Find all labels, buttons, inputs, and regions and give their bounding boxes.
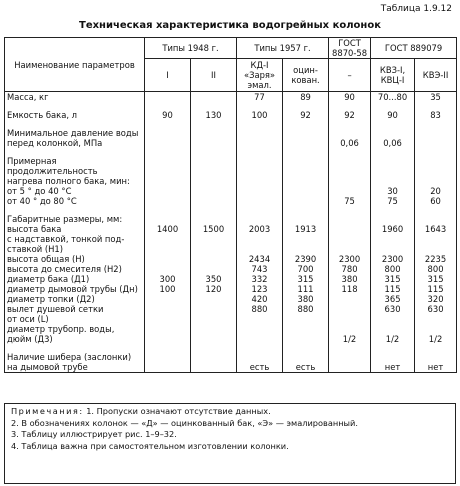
param-value: 1643: [415, 224, 457, 234]
param-value: [415, 352, 457, 362]
param-name: Примерная продолжительность: [5, 156, 145, 176]
param-value: 90: [329, 92, 371, 103]
param-value: [191, 234, 237, 244]
param-value: [283, 334, 329, 344]
param-value: [145, 362, 191, 373]
param-value: 800: [371, 264, 415, 274]
param-value: [329, 324, 371, 334]
param-value: [329, 362, 371, 373]
param-value: [145, 352, 191, 362]
param-value: [145, 324, 191, 334]
table-row: [5, 138, 457, 148]
param-value: [371, 244, 415, 254]
subheader-gost-dash: –: [329, 59, 371, 92]
param-value: [145, 294, 191, 304]
param-name: диаметр бака (Д1): [5, 274, 145, 284]
subheader-kvz-kvc: КВЗ-I, КВЦ-I: [371, 59, 415, 92]
param-value: [191, 92, 237, 103]
characteristics-table: [4, 37, 457, 373]
param-value: [283, 128, 329, 138]
note-2: 2. В обозначениях колонок — «Д» — оцинкованный бак, «Э» — эмалированный.: [11, 417, 358, 428]
table-row: [5, 214, 457, 224]
subheader-kd-zarya: КД-I «Заря» эмал.: [237, 59, 283, 92]
param-value: 380: [283, 294, 329, 304]
param-value: [371, 128, 415, 138]
param-value: [237, 314, 283, 324]
subheader-type-2: II: [191, 59, 237, 92]
param-value: [329, 244, 371, 254]
param-value: 1913: [283, 224, 329, 234]
param-name: Наличие шибера (заслонки): [5, 352, 145, 362]
notes-label: Примечания:: [11, 406, 84, 416]
table-number: Таблица 1.9.12: [380, 4, 452, 14]
param-value: [191, 138, 237, 148]
param-value: [191, 176, 237, 186]
param-value: 700: [283, 264, 329, 274]
table-row: [5, 244, 457, 254]
param-value: 315: [283, 274, 329, 284]
param-value: 89: [283, 92, 329, 103]
param-value: [283, 196, 329, 206]
param-value: 880: [283, 304, 329, 314]
param-value: [145, 196, 191, 206]
param-value: нет: [415, 362, 457, 373]
note-3: 3. Таблицу иллюстрирует рис. 1–9–32.: [11, 429, 177, 440]
param-value: [329, 352, 371, 362]
param-value: [283, 186, 329, 196]
param-value: 780: [329, 264, 371, 274]
param-value: 115: [415, 284, 457, 294]
param-value: 300: [145, 274, 191, 284]
table-row: [5, 284, 457, 294]
param-value: 75: [329, 196, 371, 206]
param-value: 1/2: [329, 334, 371, 344]
param-value: [145, 128, 191, 138]
param-value: 118: [329, 284, 371, 294]
param-value: 35: [415, 92, 457, 103]
table-row: [5, 92, 457, 103]
param-value: [237, 234, 283, 244]
param-value: [191, 314, 237, 324]
header-types-1957: Типы 1957 г.: [237, 38, 329, 59]
param-value: [237, 244, 283, 254]
table-row: [5, 128, 457, 138]
param-value: [191, 352, 237, 362]
param-value: [415, 314, 457, 324]
param-value: [237, 214, 283, 224]
param-value: [329, 304, 371, 314]
header-gost-8870: ГОСТ 8870-58: [329, 38, 371, 59]
param-value: 1960: [371, 224, 415, 234]
param-value: 75: [371, 196, 415, 206]
param-value: [371, 314, 415, 324]
notes-box: [4, 403, 456, 484]
param-value: [191, 254, 237, 264]
param-value: [283, 138, 329, 148]
param-value: 1500: [191, 224, 237, 234]
note-1: 1. Пропуски означают отсутствие данных.: [86, 406, 271, 416]
param-value: [329, 128, 371, 138]
table-row: [5, 264, 457, 274]
param-value: 2434: [237, 254, 283, 264]
table-row: [5, 324, 457, 334]
notes-line-1: [11, 406, 449, 418]
param-name: с надставкой, тонкой под-: [5, 234, 145, 244]
param-value: [415, 138, 457, 148]
table-row: [5, 352, 457, 362]
param-name: высота до смесителя (Н2): [5, 264, 145, 274]
param-value: [371, 214, 415, 224]
param-value: [191, 264, 237, 274]
table-row: [5, 314, 457, 324]
param-value: 123: [237, 284, 283, 294]
param-name: от оси (L): [5, 314, 145, 324]
param-value: 130: [191, 110, 237, 120]
param-value: 332: [237, 274, 283, 284]
param-value: [329, 224, 371, 234]
param-value: 630: [415, 304, 457, 314]
param-value: [237, 176, 283, 186]
table-row: [5, 186, 457, 196]
param-value: [415, 214, 457, 224]
param-name: диаметр трубопр. воды,: [5, 324, 145, 334]
param-value: 2235: [415, 254, 457, 264]
param-value: [415, 128, 457, 138]
param-value: [237, 138, 283, 148]
param-value: [283, 214, 329, 224]
param-value: 0,06: [371, 138, 415, 148]
param-value: [329, 294, 371, 304]
param-value: 800: [415, 264, 457, 274]
param-value: [145, 234, 191, 244]
param-name: вылет душевой сетки: [5, 304, 145, 314]
param-value: 92: [329, 110, 371, 120]
table-row: [5, 224, 457, 234]
param-value: [329, 156, 371, 176]
param-name: Минимальное давление воды: [5, 128, 145, 138]
param-value: 1400: [145, 224, 191, 234]
param-value: [145, 156, 191, 176]
param-value: [415, 244, 457, 254]
param-value: [191, 128, 237, 138]
param-value: 350: [191, 274, 237, 284]
param-value: есть: [283, 362, 329, 373]
table-row: [5, 176, 457, 186]
table-row: [5, 274, 457, 284]
param-value: [329, 234, 371, 244]
subheader-galvanized: оцин-кован.: [283, 59, 329, 92]
param-value: 630: [371, 304, 415, 314]
param-value: 743: [237, 264, 283, 274]
param-name: от 5 ° до 40 °C: [5, 186, 145, 196]
param-value: 1/2: [415, 334, 457, 344]
header-gost-889079: ГОСТ 889079: [371, 38, 457, 59]
param-value: [145, 214, 191, 224]
param-value: 2300: [329, 254, 371, 264]
param-value: 70...80: [371, 92, 415, 103]
param-value: [145, 92, 191, 103]
param-value: [283, 352, 329, 362]
param-value: [329, 186, 371, 196]
param-value: 2300: [371, 254, 415, 264]
param-value: [283, 176, 329, 186]
param-name: нагрева полного бака, мин:: [5, 176, 145, 186]
param-value: [415, 156, 457, 176]
table-row: [5, 234, 457, 244]
param-value: [237, 128, 283, 138]
header-param: Наименование параметров: [5, 38, 145, 92]
param-value: [371, 234, 415, 244]
param-value: 1/2: [371, 334, 415, 344]
table-row: [5, 304, 457, 314]
param-value: 30: [371, 186, 415, 196]
param-name: перед колонкой, МПа: [5, 138, 145, 148]
param-value: [191, 294, 237, 304]
param-value: [145, 244, 191, 254]
table-row: [5, 110, 457, 120]
param-name: диаметр топки (Д2): [5, 294, 145, 304]
header-types-1948: Типы 1948 г.: [145, 38, 237, 59]
param-value: 111: [283, 284, 329, 294]
param-value: 2003: [237, 224, 283, 234]
param-value: 20: [415, 186, 457, 196]
param-value: [145, 304, 191, 314]
param-value: 2390: [283, 254, 329, 264]
table-row: [5, 334, 457, 344]
param-value: 83: [415, 110, 457, 120]
param-value: 115: [371, 284, 415, 294]
param-value: [283, 156, 329, 176]
param-value: [145, 186, 191, 196]
param-value: [329, 214, 371, 224]
param-value: [415, 234, 457, 244]
param-name: Емкость бака, л: [5, 110, 145, 120]
param-name: ставкой (Н1): [5, 244, 145, 254]
param-value: 880: [237, 304, 283, 314]
param-value: [283, 244, 329, 254]
param-value: [371, 352, 415, 362]
param-value: [283, 314, 329, 324]
param-value: [191, 334, 237, 344]
table-row: [5, 196, 457, 206]
param-value: 420: [237, 294, 283, 304]
param-value: [191, 186, 237, 196]
param-name: Масса, кг: [5, 92, 145, 103]
subheader-kve: КВЭ-II: [415, 59, 457, 92]
param-value: 60: [415, 196, 457, 206]
param-value: 315: [415, 274, 457, 284]
param-name: высота общая (Н): [5, 254, 145, 264]
param-value: [237, 186, 283, 196]
param-value: 100: [237, 110, 283, 120]
param-value: [371, 156, 415, 176]
param-value: [145, 264, 191, 274]
param-value: [237, 334, 283, 344]
param-name: диаметр дымовой трубы (Дн): [5, 284, 145, 294]
param-value: [145, 254, 191, 264]
param-value: 100: [145, 284, 191, 294]
param-value: [329, 176, 371, 186]
subheader-type-1: I: [145, 59, 191, 92]
param-value: [415, 324, 457, 334]
param-value: [145, 138, 191, 148]
param-value: 315: [371, 274, 415, 284]
param-name: от 40 ° до 80 °C: [5, 196, 145, 206]
param-value: 380: [329, 274, 371, 284]
param-value: [145, 334, 191, 344]
param-value: 77: [237, 92, 283, 103]
param-value: [191, 244, 237, 254]
param-value: 320: [415, 294, 457, 304]
param-value: 0,06: [329, 138, 371, 148]
param-name: на дымовой трубе: [5, 362, 145, 373]
param-value: есть: [237, 362, 283, 373]
param-value: 90: [145, 110, 191, 120]
param-value: [415, 176, 457, 186]
param-value: 365: [371, 294, 415, 304]
param-value: 90: [371, 110, 415, 120]
param-value: [145, 176, 191, 186]
table-title: Техническая характеристика водогрейных колонок: [79, 20, 381, 31]
param-value: [191, 362, 237, 373]
param-value: [237, 352, 283, 362]
param-name: дюйм (Д3): [5, 334, 145, 344]
param-value: [145, 314, 191, 324]
param-value: [191, 324, 237, 334]
param-value: [237, 324, 283, 334]
param-name: Габаритные размеры, мм:: [5, 214, 145, 224]
param-value: [237, 156, 283, 176]
param-value: нет: [371, 362, 415, 373]
param-value: [371, 176, 415, 186]
table-row: [5, 294, 457, 304]
param-value: [329, 314, 371, 324]
table-row: [5, 362, 457, 373]
table-row: [5, 254, 457, 264]
param-value: 92: [283, 110, 329, 120]
param-value: [191, 214, 237, 224]
param-value: 120: [191, 284, 237, 294]
param-value: [283, 324, 329, 334]
note-4: 4. Таблица важна при самостоятельном изготовлении колонки.: [11, 440, 289, 451]
param-value: [191, 156, 237, 176]
param-value: [191, 196, 237, 206]
param-value: [191, 304, 237, 314]
param-value: [371, 324, 415, 334]
param-value: [283, 234, 329, 244]
table-body: [5, 92, 457, 373]
param-name: высота бака: [5, 224, 145, 234]
table-row: [5, 156, 457, 176]
param-value: [237, 196, 283, 206]
